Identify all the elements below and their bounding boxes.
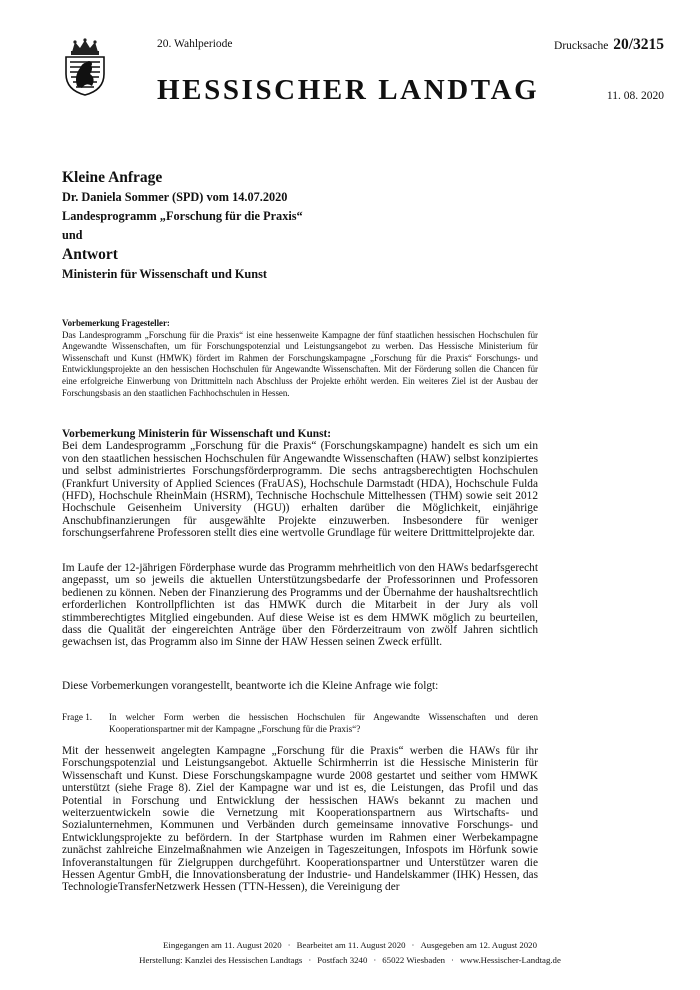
- drucksache-value: 20/3215: [613, 36, 664, 53]
- footer-ausgegeben: Ausgegeben am 12. August 2020: [420, 940, 537, 950]
- vorbemerkung-fragesteller: [62, 318, 538, 399]
- anfrage-heading-block: [62, 168, 522, 284]
- hesse-coat-of-arms-logo: [62, 38, 108, 96]
- footer-web-link[interactable]: www.Hessischer-Landtag.de: [459, 955, 561, 965]
- document-date: 11. 08. 2020: [606, 90, 664, 102]
- wahlperiode: 20. Wahlperiode: [157, 38, 233, 50]
- vorbemerkung-ministerin-paragraph-3-block: [62, 680, 538, 692]
- footer-ort: 65022 Wiesbaden: [382, 955, 446, 965]
- footer-publisher: Herstellung: Kanzlei des Hessischen Landtags · Postfach 3240 · 65022 Wiesbaden · www.Hessischer-Landtag.de: [139, 955, 561, 965]
- vorbemerkung-ministerin-paragraph-3: Diese Vorbemerkungen vorangestellt, beantworte ich die Kleine Anfrage wie folgt:: [62, 680, 439, 692]
- footer-eingegangen: Eingegangen am 11. August 2020: [163, 940, 282, 950]
- drucksache-label: Drucksache: [554, 40, 609, 52]
- frage-1: [62, 712, 538, 735]
- antwort-frage-1: Mit der hessenweit angelegten Kampagne „Forschung für die Praxis“ werben die HAWs für ihr Forschungspotenzial und Leistungsangebot. Aktuelle Schirmherrin ist die Hessische Ministerin für Wissenschaft und Kunst. Diese Forschungskampagne wurde 2008 gestartet und seither vom HMWK unterstützt (siehe Frage 8). Ziel der Kampagne war und ist es, die Leistungen, das Profil und das Potential in Forschung und Entwicklung der hessischen HAWs bekannt zu machen und weiterzuentwickeln sowie die Vernetzung mit Kooperationspartnern aus Wirtschafts- und Sozialunternehmen, Kommunen und Verbänden durch gemeinsame innovative Forschungs- und Entwicklungsprojekte zu befördern. In der Startphase wurden im Rahmen einer Werbekampagne zunächst zahlreiche Einzelmaßnahmen wie Anzeigen in Tageszeitungen, Infospots im Hörfunk sowie Infoveranstaltungen für Zielgruppen durchgeführt. Kooperationspartner und Unterstützer waren die Hessen Agentur GmbH, die Innovationsberatung der Industrie- und Handelskammer (IHK) Hessen, das TechnologieTransferNetzwerk Hessen (TTN-Hessen), die Vereinigung der: [62, 745, 538, 894]
- footer-herstellung: Herstellung: Kanzlei des Hessischen Landtags: [139, 955, 303, 965]
- footer-bearbeitet: Bearbeitet am 11. August 2020: [296, 940, 406, 950]
- vorbemerkung-fragesteller-heading: Vorbemerkung Fragesteller:: [62, 318, 170, 328]
- frage-1-label: Frage 1.: [62, 712, 93, 722]
- footer-dates: Eingegangen am 11. August 2020 · Bearbeitet am 11. August 2020 · Ausgegeben am 12. August 2020: [163, 940, 537, 950]
- drucksache-number: [554, 36, 664, 54]
- vorbemerkung-ministerin-paragraph-2: Im Laufe der 12-jährigen Förderphase wurde das Programm mehrheitlich von den HAWs bedarfsgerecht angepasst, um so jeweils die aktuellen Unterstützungsbedarfe der Professorinnen und Professoren bedienen zu können. Neben der Finanzierung des Programms und der Übernahme der haushaltsrechtlich erforderlichen Kontrollpflichten ist das HMWK durch die Mitarbeit in der Jury als voll stimmberechtigtes Mitglied eingebunden. Auf diese Weise ist es dem HMWK möglich zu beurteilen, dass die Qualität der eingereichten Anträge über den Förderzeitraum von zwölf Jahren sichtlich gewachsen ist, das Programm also im Sinne der HAW Hessen seinen Zweck erfüllt.: [62, 562, 538, 649]
- vorbemerkung-ministerin-heading: Vorbemerkung Ministerin für Wissenschaft und Kunst:: [62, 428, 332, 440]
- antwort-heading: Antwort: [62, 246, 118, 263]
- page-title: HESSISCHER LANDTAG: [157, 74, 540, 106]
- antwort-frage-1-block: [62, 745, 538, 894]
- vorbemerkung-ministerin-paragraph-1: Bei dem Landesprogramm „Forschung für die Praxis“ (Forschungskampagne) handelt es sich um ein von den staatlichen hessischen Hochschulen für Angewandte Wissenschaften (HAW) selbst konzipiertes und selbst administriertes Forschungsförderprogramm. Die sechs antragsberechtigten Hochschulen (Frankfurt University of Applied Sciences (FraUAS), Hochschule Darmstadt (HDA), Hochschule Fulda (HFD), Hochschule RheinMain (HSRM), Technische Hochschule Mittelhessen (THM) sowie seit 2012 Hochschule Geisenheim University (HGU)) erhalten darüber die Möglichkeit, einjährige Anschubfinanzierungen für ausgewählte Projekte einzuwerben. Insbesondere für weniger forschungserfahrene Professoren stellt dies eine wertvolle Grundlage für weitere Drittmittelprojekte dar.: [62, 440, 538, 540]
- vorbemerkung-ministerin: [62, 428, 538, 540]
- anfrage-subject: Landesprogramm „Forschung für die Praxis“: [62, 209, 303, 223]
- vorbemerkung-fragesteller-text: Das Landesprogramm „Forschung für die Praxis“ ist eine hessenweite Kampagne der fünf staatlichen hessischen Hochschulen für Angewandte Wissenschaften, um für Forschungspotenzial und Leistungsangebot zu werben. Das Hessische Ministerium für Wissenschaft und Kunst (HMWK) fördert im Rahmen der Forschungskampagne „Forschung für die Praxis“ Forschungs- und Entwicklungsprojekte an den hessischen Hochschulen für Angewandte Wissenschaften. Mit der Förderung sollen die Chancen für eine erfolgreiche Einwerbung von Drittmitteln nach Abschluss der Projekte erhöht werden. Ein weiteres Ziel ist der Ausbau der Forschungsbasis an den staatlichen Fachhochschulen in Hessen.: [62, 329, 538, 398]
- footer-postfach: Postfach 3240: [317, 955, 368, 965]
- und-label: und: [62, 228, 83, 242]
- kleine-anfrage-heading: Kleine Anfrage: [62, 169, 163, 186]
- frage-1-text: In welcher Form werben die hessischen Hochschulen für Angewandte Wissenschaften und deren Kooperationspartner mit der Kampagne „Forschung für die Praxis“?: [109, 712, 538, 734]
- anfrage-author: Dr. Daniela Sommer (SPD) vom 14.07.2020: [62, 190, 288, 204]
- vorbemerkung-ministerin-paragraph-2-block: [62, 562, 538, 649]
- ministerium: Ministerin für Wissenschaft und Kunst: [62, 267, 267, 281]
